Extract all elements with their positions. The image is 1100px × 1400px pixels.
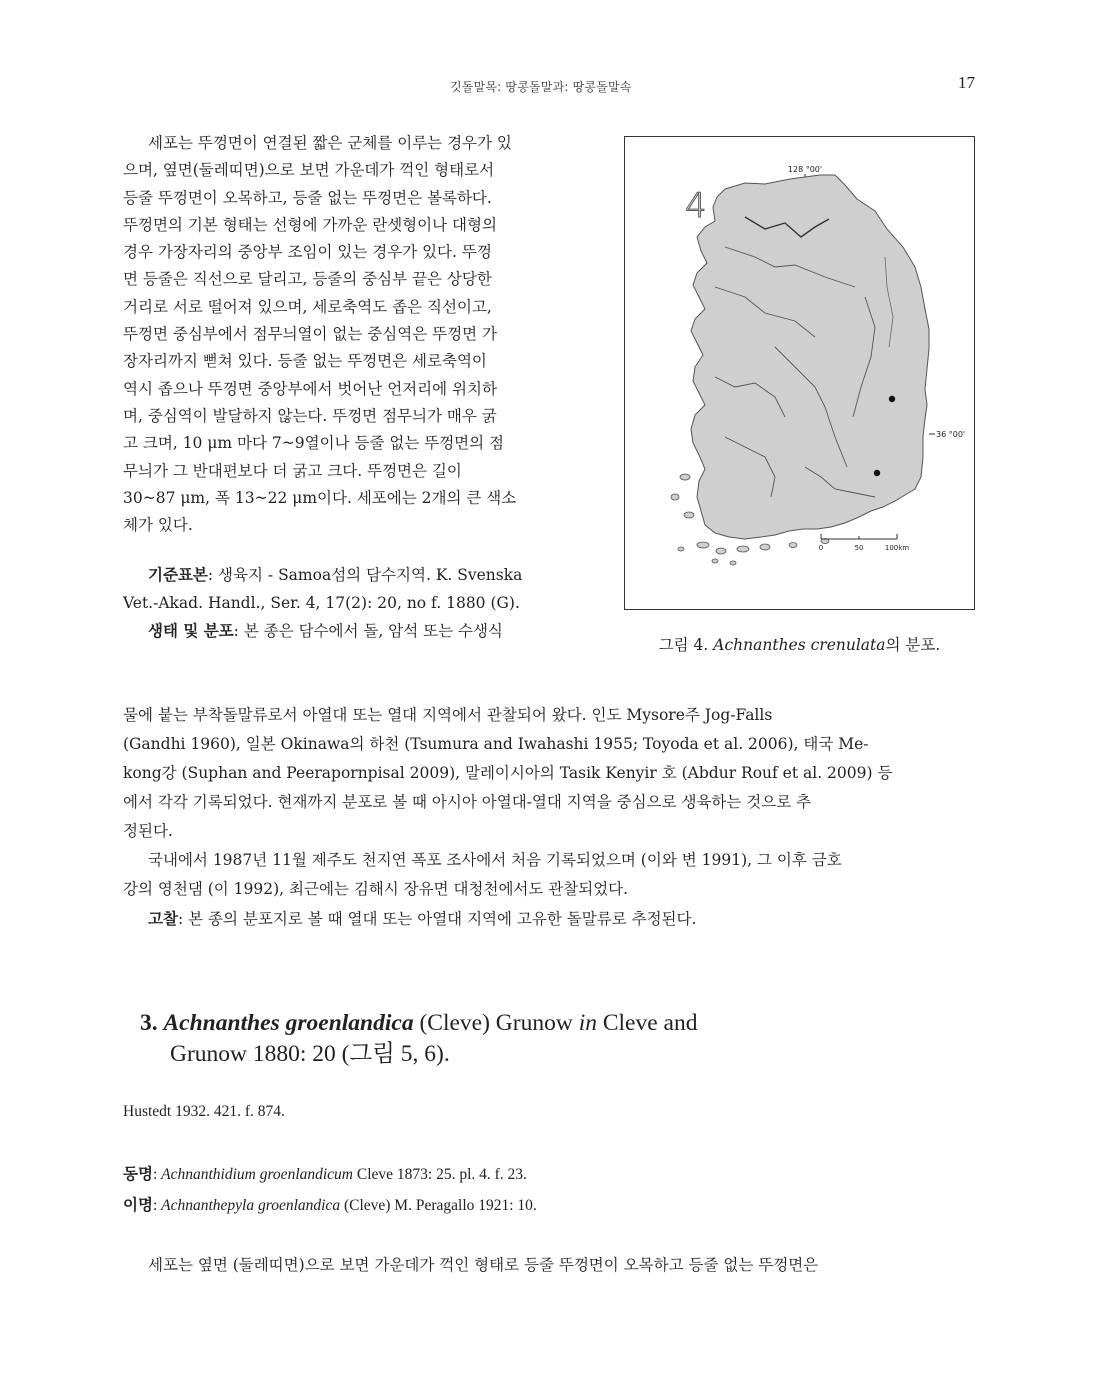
remarks-label: 고찰 <box>148 909 178 928</box>
description-line: 뚜껑면의 기본 형태는 선형에 가까운 란셋형이나 대형의 <box>123 215 497 234</box>
running-head: 깃돌말목: 땅콩돌말과: 땅콩돌말속 <box>450 80 632 94</box>
domestic-line: 국내에서 1987년 11월 제주도 천지연 폭포 조사에서 처음 기록되었으며 (이와 변 1991), 그 이후 금호 <box>148 851 842 869</box>
scale-label-0: 0 <box>818 544 824 552</box>
description-line: 으며, 옆면(둘레띠면)으로 보면 가운데가 꺽인 형태로서 <box>123 161 495 180</box>
distribution-map <box>624 136 975 610</box>
ecology-first-line: 생태 및 분포: 본 종은 담수에서 돌, 암석 또는 수생식 <box>148 621 503 641</box>
ecology-line: 에서 각각 기록되었다. 현재까지 분포로 볼 때 아시아 아열대-열대 지역을 중심으로 생육하는 것으로 추 <box>123 793 812 811</box>
page-header <box>120 73 975 96</box>
description-line: 며, 중심역이 발달하지 않는다. 뚜껑면 점무늬가 매우 굵 <box>123 406 497 425</box>
record-point <box>874 470 880 476</box>
species-heading: 3. Achnanthes groenlandica (Cleve) Grunow in Cleve and Grunow 1880: 20 (그림 5, 6). <box>140 1008 840 1070</box>
page-number: 17 <box>958 73 975 92</box>
scale-label-50: 50 <box>854 544 864 552</box>
longitude-label: 128 °00' <box>787 165 823 174</box>
description-line: 세포는 뚜껑면이 연결된 짧은 군체를 이루는 경우가 있 <box>148 134 512 152</box>
type-specimen: 기준표본: 생육지 - Samoa섬의 담수지역. K. Svenska <box>148 565 523 585</box>
species-heading-line2: Grunow 1880: 20 (그림 5, 6). <box>170 1041 450 1067</box>
panel-label: 4 <box>685 186 707 226</box>
scale-label-100: 100km <box>884 544 910 552</box>
description-line: 30~87 μm, 폭 13~22 μm이다. 세포에는 2개의 큰 색소 <box>123 488 517 507</box>
reference: Hustedt 1932. 421. f. 874. <box>123 1103 285 1120</box>
description-line: 거리로 서로 떨어져 있으며, 세로축역도 좁은 직선이고, <box>123 297 492 316</box>
description-line: 고 크며, 10 μm 마다 7~9열이나 등줄 없는 뚜껑면의 점 <box>123 434 505 453</box>
description-line: 경우 가장자리의 중앙부 조임이 있는 경우가 있다. 뚜껑 <box>123 243 492 262</box>
ecology-line: (Gandhi 1960), 일본 Okinawa의 하천 (Tsumura and Iwahashi 1955; Toyoda et al. 2006), 태국 Me- <box>123 735 869 753</box>
final-paragraph <box>123 1251 975 1280</box>
description-line: 면 등줄은 직선으로 달리고, 등줄의 중심부 끝은 상당한 <box>123 270 492 289</box>
description-line: 역시 좁으나 뚜껑면 중앙부에서 벗어난 언저리에 위치하 <box>123 379 497 398</box>
domestic-line: 강의 영천댐 (이 1992), 최근에는 김해시 장유면 대청천에서도 관찰되었다. <box>123 880 629 898</box>
ecology-label: 생태 및 분포 <box>148 621 234 641</box>
type-specimen-label: 기준표본 <box>148 565 208 585</box>
description-column <box>123 130 589 645</box>
latitude-label: 36 °00' <box>936 430 966 439</box>
remarks: 고찰: 본 종의 분포지로 볼 때 열대 또는 아열대 지역에 고유한 돌말류로 추정된다. <box>148 909 697 928</box>
ecology-line: 정된다. <box>123 822 173 840</box>
ecology-line: 물에 붙는 부착돌말류로서 아열대 또는 열대 지역에서 관찰되어 왔다. 인도 Mysore주 Jog-Falls <box>123 706 773 724</box>
species-number: 3. <box>140 1010 158 1036</box>
description-line: 체가 있다. <box>123 516 193 535</box>
korean-peninsula <box>691 175 929 539</box>
record-point <box>889 396 895 402</box>
korea-map-svg <box>625 137 974 609</box>
figure-caption: 그림 4. Achnanthes crenulata의 분포. <box>658 636 941 654</box>
description-line: 뚜껑면 중심부에서 점무늬열이 없는 중심역은 뚜껑면 가 <box>123 325 497 344</box>
description-line: 등줄 뚜껑면이 오목하고, 등줄 없는 뚜껑면은 볼록하다. <box>123 188 492 207</box>
type-specimen-line2: Vet.-Akad. Handl., Ser. 4, 17(2): 20, no f. 1880 (G). <box>123 593 520 612</box>
alt-name: 이명: Achnanthepyla groenlandica (Cleve) M. Peragallo 1921: 10. <box>123 1197 537 1214</box>
synonym: 동명: Achnanthidium groenlandicum Cleve 1873: 25. pl. 4. f. 23. <box>123 1166 527 1183</box>
caption-species: Achnanthes crenulata <box>713 636 886 654</box>
ecology-line: kong강 (Suphan and Peerapornpisal 2009), 말레이시아의 Tasik Kenyir 호 (Abdur Rouf et al. 2009) 등 <box>123 764 893 782</box>
species-name: Achnanthes groenlandica <box>163 1010 414 1036</box>
description-line: 무늬가 그 반대편보다 더 굵고 크다. 뚜껑면은 길이 <box>123 461 462 480</box>
final-line: 세포는 옆면 (둘레띠면)으로 보면 가운데가 꺽인 형태로 등줄 뚜껑면이 오목하고 등줄 없는 뚜껑면은 <box>148 1256 819 1274</box>
description-line: 장자리까지 뻗쳐 있다. 등줄 없는 뚜껑면은 세로축역이 <box>123 352 487 371</box>
ecology-continued <box>123 701 975 934</box>
